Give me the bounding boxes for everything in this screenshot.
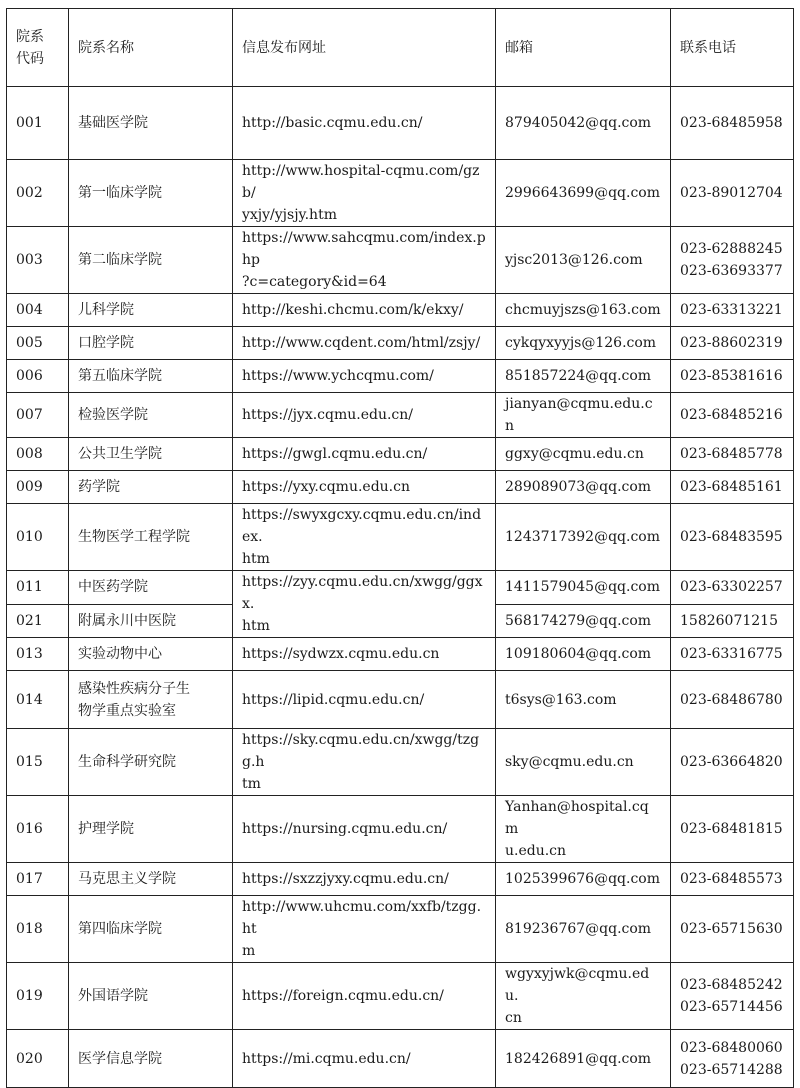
dept-url-line[interactable]: yxjy/yjsjy.htm: [242, 207, 337, 223]
dept-phone-line: 023-68485216: [680, 407, 783, 423]
dept-url[interactable]: [233, 87, 496, 160]
dept-name: [69, 87, 233, 160]
dept-phone: [671, 227, 794, 294]
dept-name-line: 外国语学院: [78, 988, 148, 1004]
table-row: [7, 504, 794, 571]
dept-phone: [671, 160, 794, 227]
dept-code: 020: [7, 1030, 69, 1088]
dept-phone-line: 023-68485242: [680, 977, 783, 993]
dept-name: [69, 438, 233, 471]
dept-email[interactable]: [496, 438, 671, 471]
dept-url-line[interactable]: https://jyx.cqmu.edu.cn/: [242, 407, 413, 423]
dept-name: [69, 896, 233, 963]
dept-email-line[interactable]: 851857224@qq.com: [505, 368, 652, 384]
dept-phone-line: 023-63302257: [680, 579, 783, 596]
dept-url-shared[interactable]: [233, 571, 496, 638]
dept-name-line: 生命科学研究院: [78, 754, 176, 770]
header-code: [7, 9, 69, 87]
dept-code: 016: [7, 796, 69, 863]
dept-phone: [671, 863, 794, 896]
dept-url-line[interactable]: https://www.ychcqmu.com/: [242, 368, 434, 384]
dept-code: 013: [7, 638, 69, 671]
dept-email-line[interactable]: t6sys@163.com: [505, 691, 617, 708]
dept-name: [69, 1030, 233, 1088]
dept-name-line: 第四临床学院: [78, 921, 162, 937]
dept-name-line: 感染性疾病分子生: [78, 680, 190, 697]
dept-url-line[interactable]: http://basic.cqmu.edu.cn/: [242, 115, 423, 131]
dept-email[interactable]: [496, 87, 671, 160]
dept-code: 014: [7, 671, 69, 729]
dept-url-line[interactable]: http://www.hospital-cqmu.com/gzb/: [242, 163, 480, 201]
dept-url-line[interactable]: htm: [242, 618, 270, 634]
dept-url[interactable]: [233, 393, 496, 438]
dept-name: [69, 729, 233, 796]
dept-name-line: 物学重点实验室: [78, 702, 176, 719]
dept-name: [69, 604, 233, 638]
dept-code: 008: [7, 438, 69, 471]
dept-name-line: 儿科学院: [78, 302, 134, 318]
dept-phone: [671, 1030, 794, 1088]
dept-url-line[interactable]: https://mi.cqmu.edu.cn/: [242, 1050, 411, 1067]
dept-phone-line: 023-68483595: [680, 529, 783, 545]
table-row: [7, 294, 794, 327]
dept-email[interactable]: [496, 863, 671, 896]
dept-email[interactable]: [496, 604, 671, 638]
dept-url-line[interactable]: https://lipid.cqmu.edu.cn/: [242, 691, 425, 708]
table-row: [7, 896, 794, 963]
dept-email-line[interactable]: 109180604@qq.com: [505, 646, 652, 662]
dept-name-line: 第一临床学院: [78, 185, 162, 201]
dept-name-line: 检验医学院: [78, 407, 148, 423]
dept-email[interactable]: [496, 393, 671, 438]
dept-url-line[interactable]: https://swyxgcxy.cqmu.edu.cn/index.: [242, 507, 482, 545]
dept-email-line[interactable]: 879405042@qq.com: [505, 115, 652, 131]
dept-email[interactable]: [496, 504, 671, 571]
dept-url-line[interactable]: http://keshi.chcmu.com/k/ekxy/: [242, 302, 464, 318]
dept-url[interactable]: [233, 638, 496, 671]
table-row: [7, 671, 794, 729]
dept-email[interactable]: [496, 638, 671, 671]
dept-phone-line: 023-88602319: [680, 335, 783, 351]
dept-name: [69, 393, 233, 438]
dept-email-line[interactable]: 1025399676@qq.com: [505, 871, 660, 887]
dept-phone-line: 023-62888245: [680, 241, 783, 257]
dept-email[interactable]: [496, 796, 671, 863]
dept-url[interactable]: [233, 963, 496, 1030]
dept-phone: [671, 571, 794, 605]
dept-phone-line: 023-65714288: [680, 1061, 783, 1078]
dept-email[interactable]: [496, 327, 671, 360]
dept-phone-line: 023-63313221: [680, 302, 783, 318]
dept-email-line[interactable]: 819236767@qq.com: [505, 921, 652, 937]
dept-code: 011: [7, 571, 69, 605]
table-row: [7, 360, 794, 393]
dept-url[interactable]: [233, 504, 496, 571]
dept-code: 019: [7, 963, 69, 1030]
dept-url-line[interactable]: htm: [242, 551, 270, 567]
dept-email-line[interactable]: cn: [505, 1010, 522, 1026]
dept-url-line[interactable]: http://www.uhcmu.com/xxfb/tzgg.ht: [242, 899, 482, 937]
header-phone: 联系电话: [671, 9, 794, 87]
dept-phone: [671, 896, 794, 963]
dept-phone-line: 023-63316775: [680, 646, 783, 662]
table-row: [7, 438, 794, 471]
dept-email[interactable]: [496, 360, 671, 393]
dept-name-line: 附属永川中医院: [78, 612, 176, 629]
dept-email-line[interactable]: u.edu.cn: [505, 843, 567, 859]
dept-url-line[interactable]: http://www.cqdent.com/html/zsjy/: [242, 335, 481, 351]
dept-phone: [671, 604, 794, 638]
dept-email[interactable]: [496, 671, 671, 729]
dept-name-line: 公共卫生学院: [78, 446, 162, 462]
dept-code: 004: [7, 294, 69, 327]
dept-name: [69, 638, 233, 671]
dept-name: [69, 963, 233, 1030]
dept-url-line[interactable]: ?c=category&id=64: [242, 274, 387, 290]
dept-phone: [671, 796, 794, 863]
dept-name-line: 基础医学院: [78, 115, 148, 131]
dept-email-line[interactable]: sky@cqmu.edu.cn: [505, 754, 634, 770]
dept-phone-line: 023-68485573: [680, 871, 783, 887]
dept-name: [69, 327, 233, 360]
dept-url[interactable]: [233, 160, 496, 227]
header-code-line: 院系: [16, 28, 44, 45]
dept-name: [69, 227, 233, 294]
dept-name: [69, 796, 233, 863]
dept-phone: [671, 360, 794, 393]
dept-url-line[interactable]: https://nursing.cqmu.edu.cn/: [242, 821, 448, 837]
dept-phone-line: 023-65715630: [680, 921, 783, 937]
table-row: [7, 471, 794, 504]
dept-email[interactable]: [496, 160, 671, 227]
dept-phone-line: 023-68486780: [680, 691, 783, 708]
dept-url-line[interactable]: https://yxy.cqmu.edu.cn: [242, 479, 410, 495]
dept-name-line: 第二临床学院: [78, 252, 162, 268]
table-row: [7, 327, 794, 360]
header-url: 信息发布网址: [233, 9, 496, 87]
dept-name: [69, 671, 233, 729]
dept-code: 017: [7, 863, 69, 896]
dept-url[interactable]: [233, 471, 496, 504]
dept-phone: [671, 504, 794, 571]
dept-email-line[interactable]: wgyxyjwk@cqmu.edu.: [505, 966, 650, 1004]
department-contact-table: [6, 8, 794, 1088]
dept-phone: [671, 294, 794, 327]
dept-code: 010: [7, 504, 69, 571]
dept-name-line: 实验动物中心: [78, 646, 162, 662]
dept-url-line[interactable]: tm: [242, 776, 261, 792]
dept-code: 005: [7, 327, 69, 360]
dept-name: [69, 863, 233, 896]
dept-code: 001: [7, 87, 69, 160]
dept-name-line: 中医药学院: [78, 579, 148, 596]
dept-name-line: 马克思主义学院: [78, 871, 176, 887]
header-code-line: 代码: [16, 50, 44, 67]
table-row: [7, 87, 794, 160]
dept-email-line[interactable]: 1243717392@qq.com: [505, 529, 660, 545]
dept-email-line[interactable]: jianyan@cqmu.edu.cn: [505, 396, 653, 434]
dept-email-line[interactable]: 1411579045@qq.com: [505, 579, 660, 596]
dept-url[interactable]: [233, 294, 496, 327]
dept-email[interactable]: [496, 471, 671, 504]
dept-url[interactable]: [233, 729, 496, 796]
dept-url[interactable]: [233, 438, 496, 471]
dept-email[interactable]: [496, 896, 671, 963]
dept-url-line[interactable]: m: [242, 943, 256, 959]
dept-phone-line: 023-63664820: [680, 754, 783, 770]
dept-name: [69, 294, 233, 327]
dept-name: [69, 571, 233, 605]
dept-phone: [671, 327, 794, 360]
dept-phone-line: 023-68480060: [680, 1039, 783, 1056]
dept-phone-line: 15826071215: [680, 612, 778, 629]
dept-code: 021: [7, 604, 69, 638]
dept-code: 015: [7, 729, 69, 796]
header-email: 邮箱: [496, 9, 671, 87]
dept-email-line[interactable]: yjsc2013@126.com: [505, 252, 643, 268]
dept-phone: [671, 471, 794, 504]
table-row: [7, 863, 794, 896]
dept-url-line[interactable]: https://zyy.cqmu.edu.cn/xwgg/ggxx.: [242, 574, 483, 612]
dept-phone-line: 023-63693377: [680, 263, 783, 279]
dept-url-line[interactable]: https://www.sahcqmu.com/index.php: [242, 230, 486, 268]
dept-phone: [671, 87, 794, 160]
dept-url[interactable]: [233, 863, 496, 896]
dept-email[interactable]: [496, 227, 671, 294]
dept-phone: [671, 393, 794, 438]
dept-email-line[interactable]: 182426891@qq.com: [505, 1050, 652, 1067]
dept-url-line[interactable]: https://sky.cqmu.edu.cn/xwgg/tzgg.h: [242, 732, 480, 770]
dept-url[interactable]: [233, 671, 496, 729]
dept-name: [69, 360, 233, 393]
dept-url[interactable]: [233, 360, 496, 393]
dept-name: [69, 504, 233, 571]
dept-phone-line: 023-68485958: [680, 115, 783, 131]
dept-url[interactable]: [233, 327, 496, 360]
dept-phone-line: 023-65714456: [680, 999, 783, 1015]
table-row: [7, 1030, 794, 1088]
dept-name-line: 药学院: [78, 479, 120, 495]
dept-phone-line: 023-68485161: [680, 479, 783, 495]
dept-url[interactable]: [233, 1030, 496, 1088]
dept-email[interactable]: [496, 294, 671, 327]
table-header-row: [7, 9, 794, 87]
dept-phone-line: 023-68485778: [680, 446, 783, 462]
dept-email-line[interactable]: cykqyxyyjs@126.com: [505, 335, 657, 351]
dept-phone-line: 023-68481815: [680, 821, 783, 837]
dept-name-line: 口腔学院: [78, 335, 134, 351]
dept-email-line[interactable]: 568174279@qq.com: [505, 612, 652, 629]
table-row: [7, 393, 794, 438]
dept-url-line[interactable]: https://sxzzjyxy.cqmu.edu.cn/: [242, 871, 449, 887]
header-name: 院系名称: [69, 9, 233, 87]
dept-name-line: 生物医学工程学院: [78, 529, 190, 545]
dept-email-line[interactable]: Yanhan@hospital.cqm: [505, 799, 649, 837]
dept-phone-line: 023-89012704: [680, 185, 783, 201]
dept-phone: [671, 438, 794, 471]
dept-code: 009: [7, 471, 69, 504]
dept-phone: [671, 963, 794, 1030]
dept-name-line: 第五临床学院: [78, 368, 162, 384]
dept-email-line[interactable]: ggxy@cqmu.edu.cn: [505, 446, 644, 462]
dept-url-line[interactable]: https://foreign.cqmu.edu.cn/: [242, 988, 444, 1004]
dept-url-line[interactable]: https://gwgl.cqmu.edu.cn/: [242, 446, 428, 462]
dept-email[interactable]: [496, 1030, 671, 1088]
dept-code: 007: [7, 393, 69, 438]
dept-name-line: 医学信息学院: [78, 1050, 162, 1067]
dept-code: 006: [7, 360, 69, 393]
dept-email[interactable]: [496, 963, 671, 1030]
dept-phone-line: 023-85381616: [680, 368, 783, 384]
dept-url[interactable]: [233, 896, 496, 963]
table-row: [7, 963, 794, 1030]
table-row: [7, 227, 794, 294]
dept-url[interactable]: [233, 227, 496, 294]
dept-email-line[interactable]: chcmuyjszs@163.com: [505, 302, 661, 318]
table-row: [7, 729, 794, 796]
dept-email-line[interactable]: 289089073@qq.com: [505, 479, 652, 495]
dept-phone: [671, 671, 794, 729]
table-row: [7, 638, 794, 671]
dept-url[interactable]: [233, 796, 496, 863]
dept-email[interactable]: [496, 571, 671, 605]
table-row: [7, 796, 794, 863]
dept-name: [69, 160, 233, 227]
dept-phone: [671, 638, 794, 671]
table-row: [7, 160, 794, 227]
dept-url-line[interactable]: https://sydwzx.cqmu.edu.cn: [242, 646, 440, 662]
table-row: [7, 571, 794, 605]
dept-code: 003: [7, 227, 69, 294]
dept-email[interactable]: [496, 729, 671, 796]
dept-phone: [671, 729, 794, 796]
dept-code: 018: [7, 896, 69, 963]
dept-code: 002: [7, 160, 69, 227]
dept-email-line[interactable]: 2996643699@qq.com: [505, 185, 660, 201]
dept-name: [69, 471, 233, 504]
dept-name-line: 护理学院: [78, 821, 134, 837]
